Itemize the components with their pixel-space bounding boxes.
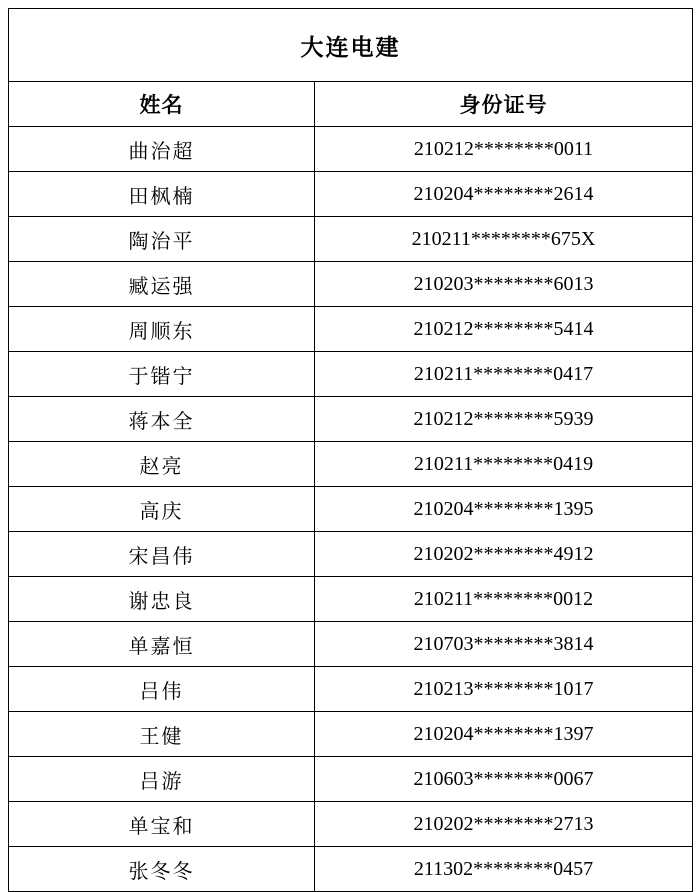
- table-row: [9, 307, 693, 352]
- roster-table-container: [8, 8, 692, 892]
- table-row: [9, 802, 693, 847]
- cell-name: 单宝和: [9, 802, 315, 847]
- cell-id: 210211********0012: [315, 577, 693, 622]
- cell-name: 田枫楠: [9, 172, 315, 217]
- table-row: [9, 487, 693, 532]
- table-row: [9, 127, 693, 172]
- table-row: [9, 757, 693, 802]
- table-row: [9, 532, 693, 577]
- cell-id: 210204********2614: [315, 172, 693, 217]
- cell-id: 211302********0457: [315, 847, 693, 892]
- cell-id: 210204********1397: [315, 712, 693, 757]
- table-body: [9, 9, 693, 892]
- column-header-id: 身份证号: [315, 82, 693, 127]
- table-row: [9, 262, 693, 307]
- cell-name: 单嘉恒: [9, 622, 315, 667]
- cell-name: 王健: [9, 712, 315, 757]
- cell-name: 张冬冬: [9, 847, 315, 892]
- table-row: [9, 667, 693, 712]
- cell-name: 陶治平: [9, 217, 315, 262]
- column-header-name: 姓名: [9, 82, 315, 127]
- table-row: [9, 847, 693, 892]
- cell-name: 谢忠良: [9, 577, 315, 622]
- cell-name: 吕游: [9, 757, 315, 802]
- cell-name: 宋昌伟: [9, 532, 315, 577]
- cell-id: 210204********1395: [315, 487, 693, 532]
- cell-id: 210212********5939: [315, 397, 693, 442]
- cell-name: 于锴宁: [9, 352, 315, 397]
- table-row: [9, 577, 693, 622]
- cell-name: 臧运强: [9, 262, 315, 307]
- header-row: [9, 82, 693, 127]
- cell-name: 蒋本全: [9, 397, 315, 442]
- table-row: [9, 712, 693, 757]
- cell-name: 高庆: [9, 487, 315, 532]
- cell-id: 210213********1017: [315, 667, 693, 712]
- cell-id: 210212********0011: [315, 127, 693, 172]
- cell-id: 210202********2713: [315, 802, 693, 847]
- title-row: [9, 9, 693, 82]
- cell-id: 210202********4912: [315, 532, 693, 577]
- cell-name: 曲治超: [9, 127, 315, 172]
- cell-name: 赵亮: [9, 442, 315, 487]
- document-title: 大连电建: [9, 9, 693, 82]
- cell-id: 210211********675X: [315, 217, 693, 262]
- table-row: [9, 622, 693, 667]
- cell-id: 210211********0419: [315, 442, 693, 487]
- cell-id: 210212********5414: [315, 307, 693, 352]
- table-row: [9, 397, 693, 442]
- cell-id: 210203********6013: [315, 262, 693, 307]
- cell-id: 210603********0067: [315, 757, 693, 802]
- cell-id: 210703********3814: [315, 622, 693, 667]
- table-row: [9, 172, 693, 217]
- table-row: [9, 442, 693, 487]
- cell-id: 210211********0417: [315, 352, 693, 397]
- cell-name: 周顺东: [9, 307, 315, 352]
- cell-name: 吕伟: [9, 667, 315, 712]
- roster-table: [8, 8, 693, 892]
- table-row: [9, 217, 693, 262]
- table-row: [9, 352, 693, 397]
